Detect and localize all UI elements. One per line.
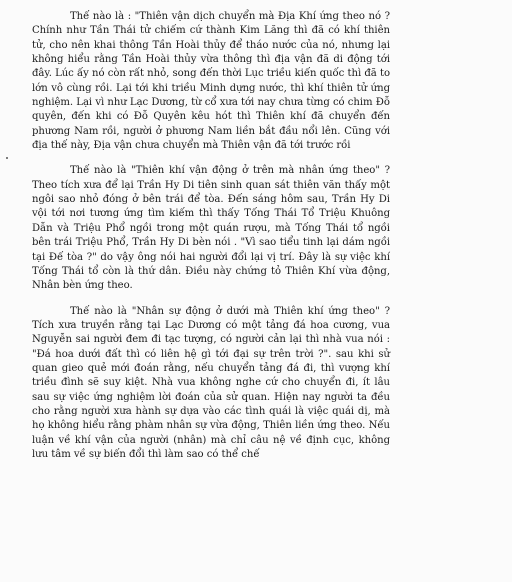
body-text — [32, 10, 390, 462]
paragraph-1: Thế nào là : "Thiên vận dịch chuyển mà Địa Khí ứng theo nó ? Chính như Tần Thái tử chiếm cứ thành Kim Lăng thì đã có khí thiên tử, cho nên khai thông Tần Hoài thủy để tháo nước của nó, nhưng lại không hiểu rằng Tần Hoài thủy vừa thông thì địa vận đã di động tới đây. Lúc ấy nó còn rất nhỏ, song đến thời Lục triều kiến quốc thì đã to lớn vô cùng rồi. Lại tới khi triều Minh dựng nước, thì khí thiên tử ứng nghiệm. Lại vì như Lạc Dương, từ cổ xưa tới nay chưa từng có chim Đỗ quyên, đến khi có Đỗ Quyên kêu hót thì Thiên khí đã chuyển đến phương Nam rồi, người ở phương Nam liền bắt đầu nổi lên. Cũng với địa thế này, Địa vận chưa chuyển mà Thiên vận đã tới trước rồi — [32, 11, 390, 152]
paragraph-2: Thế nào là "Thiên khí vận động ở trên mà nhân ứng theo" ? Theo tích xưa để lại Trần Hy Di tiên sinh quan sát thiên văn thấy một ngôi sao nhỏ đóng ở bên trái để tòa. Đến sáng hôm sau, Trần Hy Di vội tới nơi tương ứng tìm kiếm thì thấy Tống Thái Tổ Triệu Khuông Dẫn và Triệu Phổ ngồi trong một quán rượu, mà Tống Thái tổ ngồi bên trái Triệu Phổ, Trần Hy Di bèn nói . "Vì sao tiểu tinh lại dám ngồi tại Đế tòa ?" do vậy ông nói hai người đổi lại vị trí. Đây là sự việc khí Tống Thái tổ còn là thứ dân. Điều này chứng tỏ Thiên Khí vừa động, Nhân bèn ứng theo. — [32, 165, 390, 292]
paragraph-3: Thế nào là "Nhân sự động ở dưới mà Thiên khí ứng theo" ? Tích xưa truyền rằng tại Lạc Dương có một tảng đá hoa cương, vua Nguyễn sai người đem đi tạc tượng, có người cản lại thì nhà vua nói : "Đá hoa dưới đất thì có liên hệ gì tới đại sự trên trời ?". sau khi sử quan gieo quẻ mới đoán rằng, nếu chuyển tảng đá đi, thì vượng khí triều đình sẽ suy kiệt. Nhà vua không nghe cứ cho chuyển đi, ít lâu sau sự việc ứng nghiệm lời đoán của sử quan. Hiện nay người ta đều cho rằng người xưa hành sự dựa vào các tình quái là việc quái dị, mà họ không hiểu rằng phàm nhân sự vừa động, Thiên liền ứng theo. Nếu luận về khí vận của người (nhân) mà chỉ câu nệ về định cục, không lưu tâm về sự biến đổi thì làm sao có thể chế — [32, 305, 390, 460]
scan-speck — [6, 157, 8, 159]
